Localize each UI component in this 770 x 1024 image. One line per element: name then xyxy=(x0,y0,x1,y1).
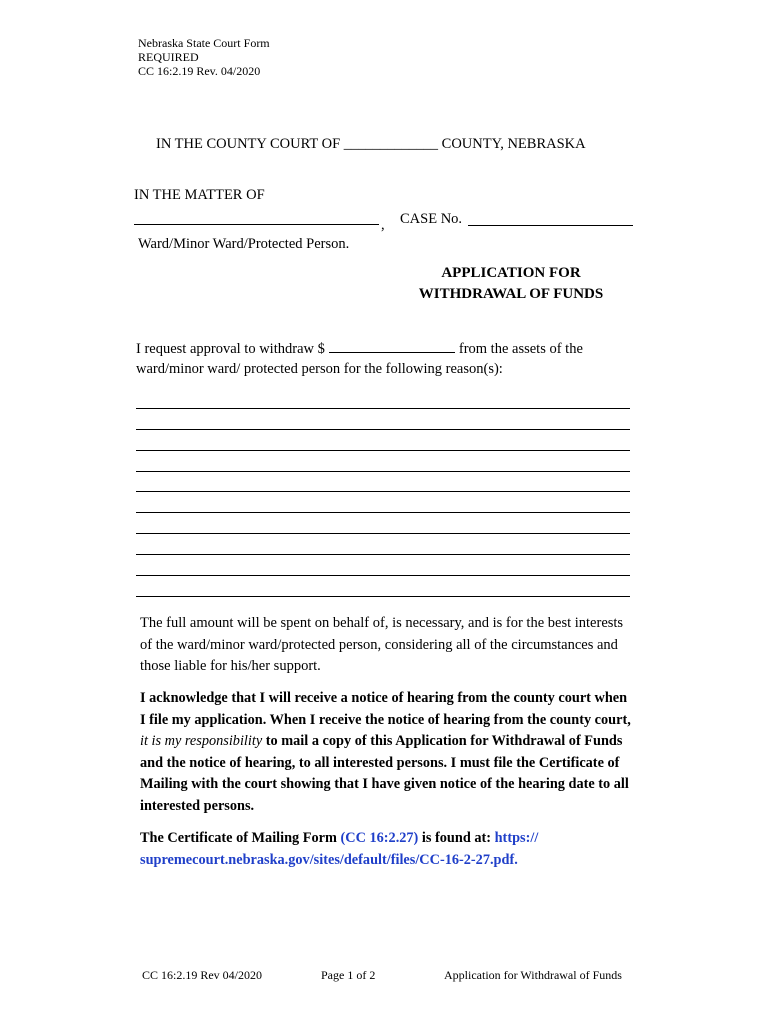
form-required-label: REQUIRED xyxy=(138,50,199,64)
request-text-before: I request approval to withdraw $ xyxy=(136,341,325,357)
certificate-of-mailing-note xyxy=(140,828,635,871)
reason-line[interactable] xyxy=(136,472,630,493)
reason-line[interactable] xyxy=(136,576,630,597)
reason-line[interactable] xyxy=(136,451,630,472)
court-heading xyxy=(156,136,586,153)
ack-text-2: to mail a copy of this Application for Withdrawal of Funds and the notice of hearing, to all interested persons. I must file the Certificate of Mailing with the court showing that I have given notice of the hearing date to all interested persons. xyxy=(140,733,629,814)
reason-line[interactable] xyxy=(136,430,630,451)
cert-text-1: The Certificate of Mailing Form xyxy=(140,830,337,846)
cert-form-code: (CC 16:2.27) xyxy=(340,830,419,846)
cert-text-2: is found at: xyxy=(421,830,492,846)
footer-form-id: CC 16:2.19 Rev 04/2020 xyxy=(142,968,263,982)
best-interest-statement: The full amount will be spent on behalf of, is necessary, and is for the best interests of the ward/minor ward/protected person, considering all of the circumstances and those liable for his/her support. xyxy=(140,615,624,674)
document-title xyxy=(380,263,642,305)
court-prefix: IN THE COUNTY COURT OF xyxy=(156,136,341,152)
reason-line[interactable] xyxy=(136,555,630,576)
reason-line[interactable] xyxy=(136,492,630,513)
reasons-field[interactable] xyxy=(136,388,630,597)
court-suffix: COUNTY, NEBRASKA xyxy=(441,136,586,152)
ward-name-field[interactable] xyxy=(134,224,379,225)
reason-line[interactable] xyxy=(136,409,630,430)
footer-doc-title: Application for Withdrawal of Funds xyxy=(444,968,622,982)
matter-label: IN THE MATTER OF xyxy=(134,187,265,203)
request-text-line2: ward/minor ward/ protected person for the following reason(s): xyxy=(136,361,503,377)
certificate-form-link[interactable]: https:// supremecourt.nebraska.gov/sites/default/files/CC-16-2-27.pdf. xyxy=(140,830,539,868)
form-source: Nebraska State Court Form xyxy=(138,36,270,50)
reason-line[interactable] xyxy=(136,388,630,409)
case-number-label: CASE No. xyxy=(400,211,463,227)
request-text-after: from the assets of the xyxy=(458,341,583,357)
county-blank[interactable]: _____________ xyxy=(343,136,439,152)
reason-line[interactable] xyxy=(136,534,630,555)
case-number-field[interactable] xyxy=(468,225,633,226)
reason-line[interactable] xyxy=(136,513,630,534)
ack-italic-text: it is my responsibility xyxy=(140,733,263,750)
footer-page-number: Page 1 of 2 xyxy=(321,968,376,982)
title-line-1: APPLICATION FOR xyxy=(441,265,581,281)
ack-text-1: I acknowledge that I will receive a notice of hearing from the county court when I file my application. When I receive the notice of hearing from the county court, xyxy=(140,690,631,728)
form-header xyxy=(138,36,270,78)
ward-label: Ward/Minor Ward/Protected Person. xyxy=(138,236,350,252)
acknowledgement-paragraph xyxy=(140,688,635,818)
form-revision: CC 16:2.19 Rev. 04/2020 xyxy=(138,64,261,78)
title-line-2: WITHDRAWAL OF FUNDS xyxy=(418,286,604,302)
withdrawal-amount-field[interactable] xyxy=(329,340,455,353)
name-comma: , xyxy=(381,217,385,233)
withdrawal-request xyxy=(136,339,636,379)
